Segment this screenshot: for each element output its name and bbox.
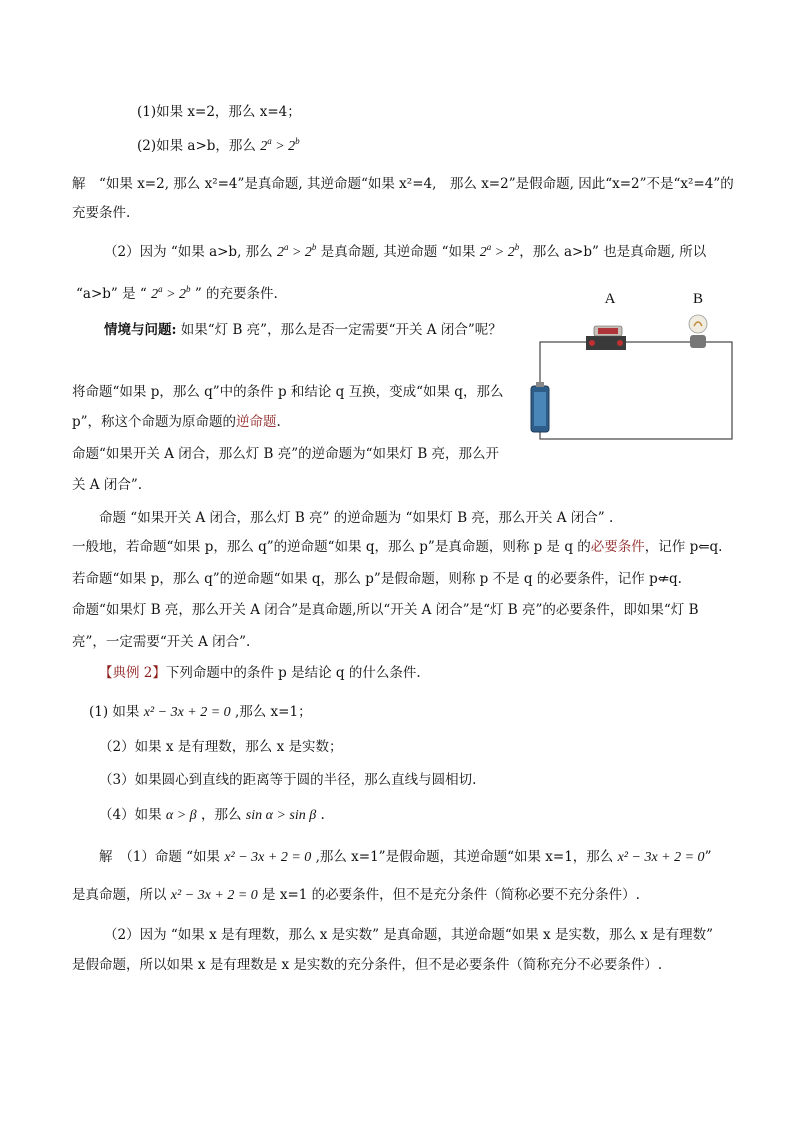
- label-a: A: [604, 291, 616, 307]
- math-expression: x² − 3x + 2 = 0: [143, 705, 231, 720]
- math-expression: x² − 3x + 2 = 0: [617, 850, 705, 865]
- general-line3: 命题“如果灯 B 亮，那么开关 A 闭合”是真命题,所以“开关 A 闭合”是“灯 B 亮”的必要条件，即如果“灯 B: [72, 602, 699, 618]
- switch-a-icon: [586, 326, 626, 350]
- answer-2-line2: 是假命题，所以如果 x 是有理数是 x 是实数的充分条件，但不是必要条件（简称充分不必要条件）.: [72, 957, 663, 973]
- definition-line4: 关 A 闭合”.: [72, 477, 143, 493]
- solution-1-line2: 充要条件.: [72, 205, 131, 221]
- converse-example: 命题 “如果开关 A 闭合，那么灯 B 亮” 的逆命题为 “如果灯 B 亮，那么开关 A 闭合” .: [99, 510, 614, 526]
- math-expression: x² − 3x + 2 = 0: [170, 888, 258, 903]
- general-line2: 若命题“如果 p，那么 q”的逆命题“如果 q，那么 p”是假命题，则称 p 不是 q 的必要条件，记作 p⇍q.: [72, 571, 682, 587]
- situation-question: 情境与问题: 如果“灯 B 亮”，那么是否一定需要“开关 A 闭合”呢？: [104, 322, 502, 338]
- solution-1-line1: 解 “如果 x=2, 那么 x²=4”是真命题, 其逆命题“如果 x²=4, 那么 x=2”是假命题, 因此“x=2”不是“x²=4”的: [72, 176, 734, 192]
- question-2: （2）如果 x 是有理数，那么 x 是实数；: [99, 739, 343, 755]
- circuit-wire: [540, 342, 732, 439]
- example-heading: 【典例 2】下列命题中的条件 p 是结论 q 的什么条件.: [99, 665, 421, 681]
- question-3: （3）如果圆心到直线的距离等于圆的半径，那么直线与圆相切.: [99, 772, 477, 788]
- definition-line3: 命题“如果开关 A 闭合，那么灯 B 亮”的逆命题为“如果灯 B 亮，那么开: [72, 446, 500, 462]
- example-tag: 【典例 2】: [99, 665, 166, 681]
- answer-1-line2: 是真命题，所以 x² − 3x + 2 = 0 是 x=1 的必要条件，但不是充分条件（简称必要不充分条件）.: [72, 887, 640, 903]
- circuit-figure: [528, 288, 734, 448]
- math-expression: x² − 3x + 2 = 0: [224, 850, 312, 865]
- term-necessary: 必要条件: [590, 539, 645, 555]
- definition-line2: p”，称这个命题为原命题的逆命题.: [72, 414, 281, 430]
- term-converse: 逆命题: [236, 414, 277, 430]
- question-4: （4）如果 α > β ，那么 sin α > sin β .: [99, 807, 325, 823]
- math-expression: $2^a > 2^b$: [260, 136, 300, 154]
- circuit-diagram: [528, 288, 734, 448]
- general-line4: 亮”，一定需要“开关 A 闭合”.: [72, 634, 251, 650]
- math-expression: sin α > sin β: [245, 808, 317, 823]
- math-expression: $2^a > 2^b$: [479, 242, 520, 260]
- problem-1: (1)如果 x=2，那么 x=4；: [137, 104, 301, 120]
- solution-2-line2: “a>b” 是 “ $2^a > 2^b$ ” 的充要条件.: [76, 284, 278, 302]
- answer-1-line1: 解 （1）命题 “如果 x² − 3x + 2 = 0 ,那么 x=1”是假命题，其逆命题“如果 x=1，那么 x² − 3x + 2 = 0”: [99, 849, 712, 865]
- answer-2-line1: （2）因为 “如果 x 是有理数，那么 x 是实数” 是真命题，其逆命题“如果 x 是实数，那么 x 是有理数”: [104, 927, 714, 943]
- math-expression: $2^a > 2^b$: [276, 242, 317, 260]
- general-line1: 一般地，若命题“如果 p，那么 q”的逆命题“如果 q，那么 p”是真命题，则称 p 是 q 的必要条件，记作 p⇐q.: [72, 539, 723, 555]
- problem-2: (2)如果 a>b，那么 $2^a > 2^b$: [137, 136, 300, 154]
- math-expression: α > β: [165, 808, 197, 823]
- label-b: B: [692, 291, 704, 307]
- definition-line1: 将命题“如果 p，那么 q”中的条件 p 和结论 q 互换，变成“如果 q，那么: [72, 384, 504, 400]
- question-1: (1) 如果 x² − 3x + 2 = 0 ,那么 x=1；: [89, 704, 312, 720]
- bulb-b-icon: [689, 315, 707, 348]
- math-expression: $2^a > 2^b$: [151, 284, 191, 302]
- solution-2-line1: （2）因为 “如果 a>b, 那么 $2^a > 2^b$ 是真命题, 其逆命题 “如果 $2^a > 2^b$，那么 a>b” 也是真命题, 所以: [104, 242, 707, 260]
- battery-icon: [531, 382, 549, 432]
